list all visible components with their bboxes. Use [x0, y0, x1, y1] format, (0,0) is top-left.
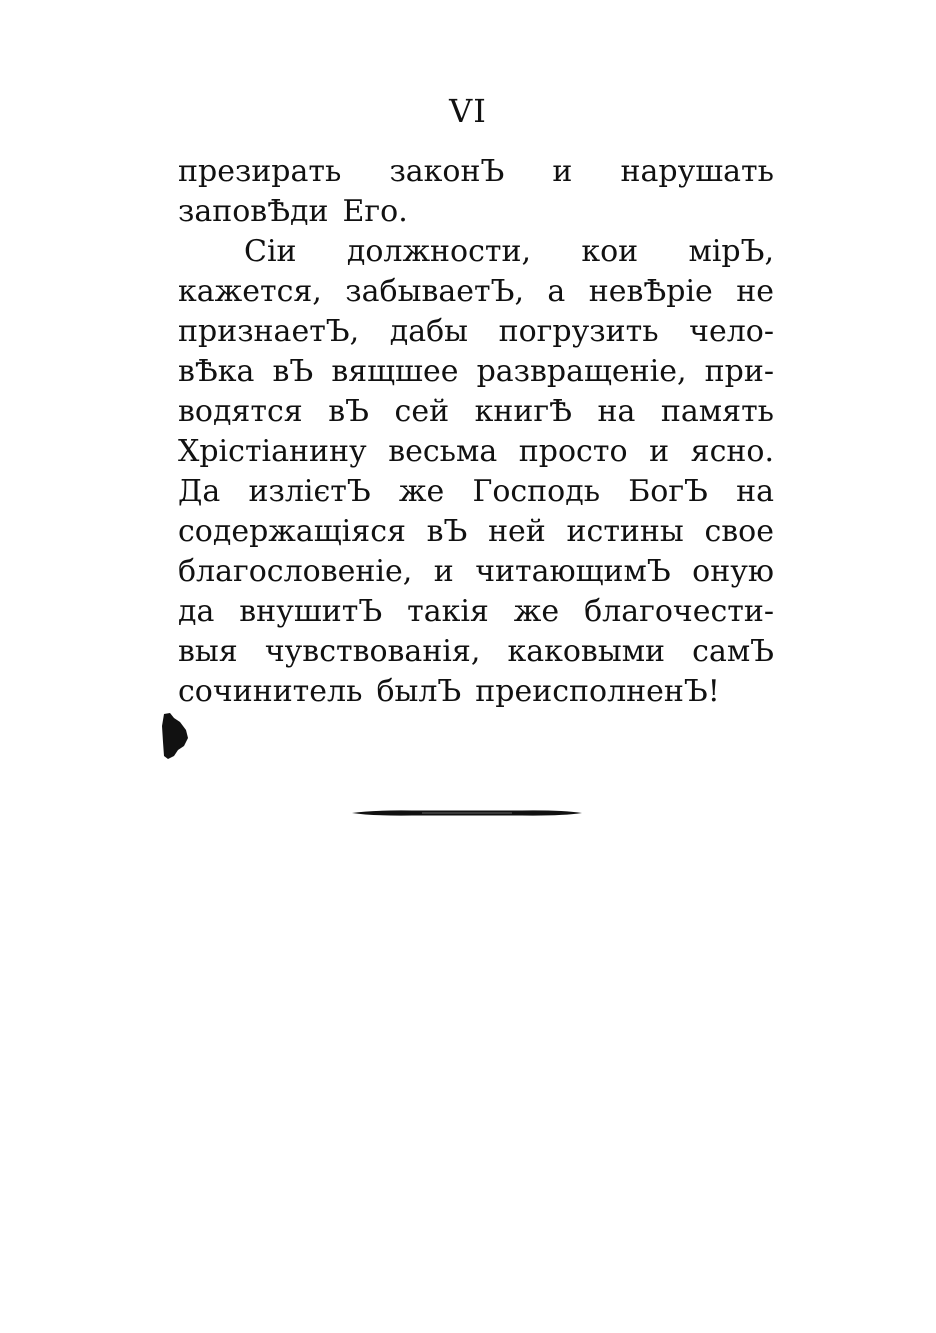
- word: такія: [407, 594, 489, 629]
- word: Его.: [342, 194, 408, 229]
- word: дабы: [389, 314, 469, 349]
- word: БогЪ: [628, 474, 708, 509]
- word: на: [597, 394, 636, 429]
- word: ясно.: [690, 434, 774, 469]
- word: и: [552, 154, 573, 189]
- word: признаетЪ,: [178, 314, 360, 349]
- word: вЪ: [272, 354, 314, 389]
- word: выя: [178, 634, 238, 669]
- word: Господь: [472, 474, 601, 509]
- word: самЪ: [692, 634, 774, 669]
- word: вЪ: [328, 394, 369, 429]
- word: и: [649, 434, 670, 469]
- word: кои: [581, 234, 639, 269]
- word: каковыми: [507, 634, 666, 669]
- word: весьма: [388, 434, 498, 469]
- text-line: [178, 192, 774, 232]
- word: оную: [692, 554, 774, 589]
- word: невѢріе: [588, 274, 713, 309]
- page-number: VI: [449, 92, 487, 130]
- text-line: [178, 592, 774, 632]
- word: водятся: [178, 394, 303, 429]
- word: же: [513, 594, 560, 629]
- word: же: [398, 474, 445, 509]
- word: чувствованія,: [264, 634, 481, 669]
- word: память: [660, 394, 774, 429]
- word: при-: [704, 354, 774, 389]
- word: чело-: [689, 314, 774, 349]
- word: содержащіяся: [178, 514, 406, 549]
- word: на: [736, 474, 774, 509]
- word: просто: [518, 434, 628, 469]
- word: вЪ: [426, 514, 468, 549]
- text-line: [178, 432, 774, 472]
- word: сочинитель: [178, 674, 363, 709]
- word: благочести-: [584, 594, 774, 629]
- word: кажется,: [178, 274, 322, 309]
- word: вящшее: [331, 354, 459, 389]
- word: законЪ: [389, 154, 505, 189]
- word: развращеніе,: [476, 354, 687, 389]
- text-line: [178, 152, 774, 192]
- word: внушитЪ: [239, 594, 383, 629]
- word: ней: [488, 514, 546, 549]
- text-line: [178, 472, 774, 512]
- word: нарушать: [620, 154, 774, 189]
- text-line: [178, 512, 774, 552]
- word: забываетЪ,: [345, 274, 524, 309]
- word: вѢка: [178, 354, 255, 389]
- word: свое: [704, 514, 774, 549]
- word: и: [433, 554, 454, 589]
- word: да: [178, 594, 215, 629]
- word: не: [736, 274, 774, 309]
- word: былЪ: [376, 674, 462, 709]
- word: сей: [394, 394, 450, 429]
- word: преисполненЪ!: [475, 674, 720, 709]
- word: презирать: [178, 154, 342, 189]
- ink-blot-icon: [160, 712, 190, 760]
- word: истины: [566, 514, 684, 549]
- text-line: [178, 232, 774, 272]
- decorative-rule-icon: [352, 806, 582, 820]
- word: книгѢ: [474, 394, 572, 429]
- word: Да: [178, 474, 221, 509]
- word: мірЪ,: [688, 234, 774, 269]
- text-line: [178, 352, 774, 392]
- word: Сіи: [244, 234, 297, 269]
- text-line: [178, 552, 774, 592]
- word: должности,: [346, 234, 532, 269]
- text-line: [178, 632, 774, 672]
- word: излієтЪ: [248, 474, 371, 509]
- word: погрузить: [498, 314, 659, 349]
- text-line: [178, 672, 774, 712]
- word: Хрістіанину: [178, 434, 367, 469]
- word: читающимЪ: [475, 554, 671, 589]
- text-line: [178, 312, 774, 352]
- word: заповѢди: [178, 194, 329, 229]
- word: а: [547, 274, 566, 309]
- text-line: [178, 272, 774, 312]
- text-line: [178, 392, 774, 432]
- body-text: [178, 152, 774, 712]
- word: благословеніе,: [178, 554, 413, 589]
